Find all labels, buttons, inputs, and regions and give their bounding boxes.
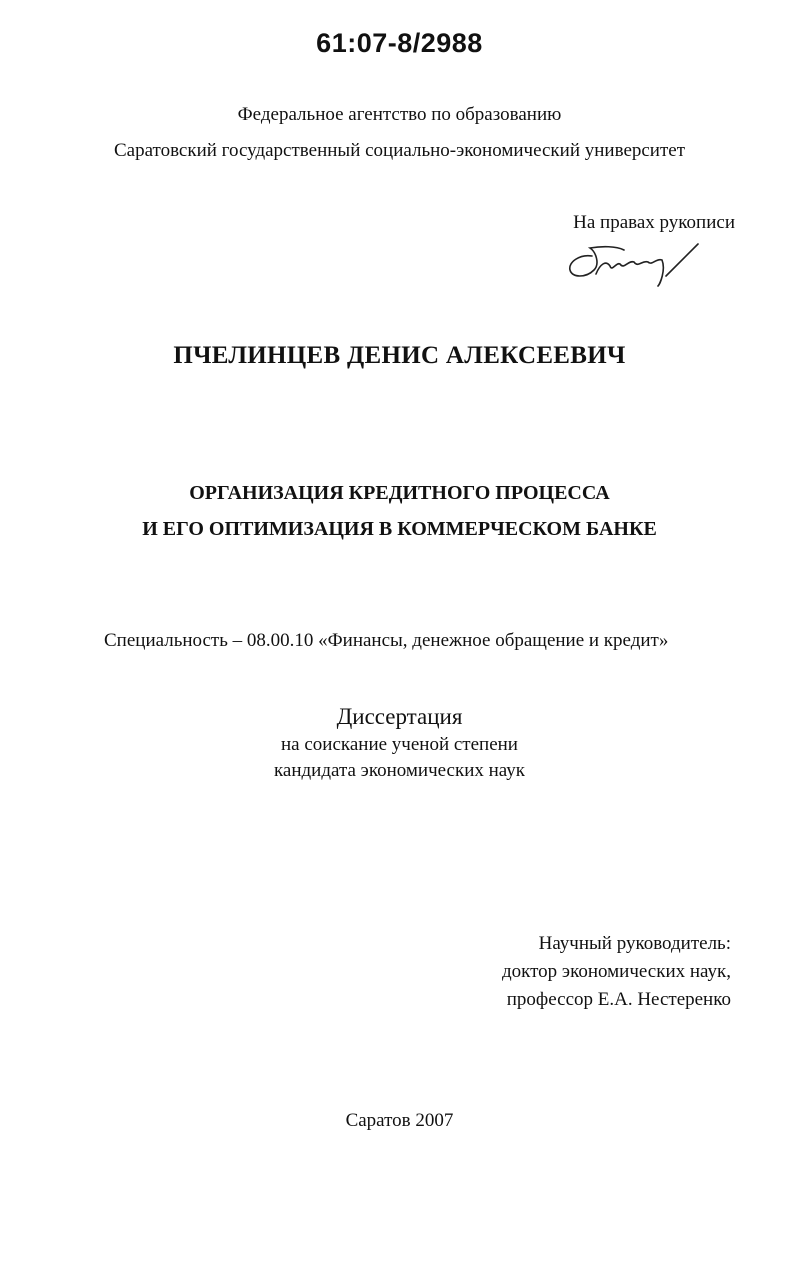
supervisor-role: Научный руководитель: <box>538 933 731 954</box>
author-name: ПЧЕЛИНЦЕВ ДЕНИС АЛЕКСЕЕВИЧ <box>173 342 626 369</box>
handwritten-signature <box>562 240 702 288</box>
specialty-line: Специальность – 08.00.10 «Финансы, денежное обращение и кредит» <box>104 630 669 651</box>
document-type: Диссертация <box>336 704 463 729</box>
degree-line-1: на соискание ученой степени <box>281 734 518 755</box>
supervisor-block <box>502 930 731 1014</box>
degree-line-2: кандидата экономических наук <box>273 760 526 781</box>
supervisor-name: профессор Е.А. Нестеренко <box>506 989 731 1010</box>
archive-code: 61:07-8/2988 <box>316 28 483 58</box>
manuscript-rights-note: На правах рукописи <box>573 212 735 233</box>
place-and-year: Саратов 2007 <box>345 1110 454 1131</box>
agency-name: Федеральное агентство по образованию <box>237 104 562 125</box>
supervisor-degree: доктор экономических наук, <box>501 961 731 982</box>
university-name: Саратовский государственный социально-экономический университет <box>113 140 686 161</box>
dissertation-title-line-2: И ЕГО ОПТИМИЗАЦИЯ В КОММЕРЧЕСКОМ БАНКЕ <box>142 518 657 540</box>
dissertation-title-line-1: ОРГАНИЗАЦИЯ КРЕДИТНОГО ПРОЦЕССА <box>189 482 610 504</box>
